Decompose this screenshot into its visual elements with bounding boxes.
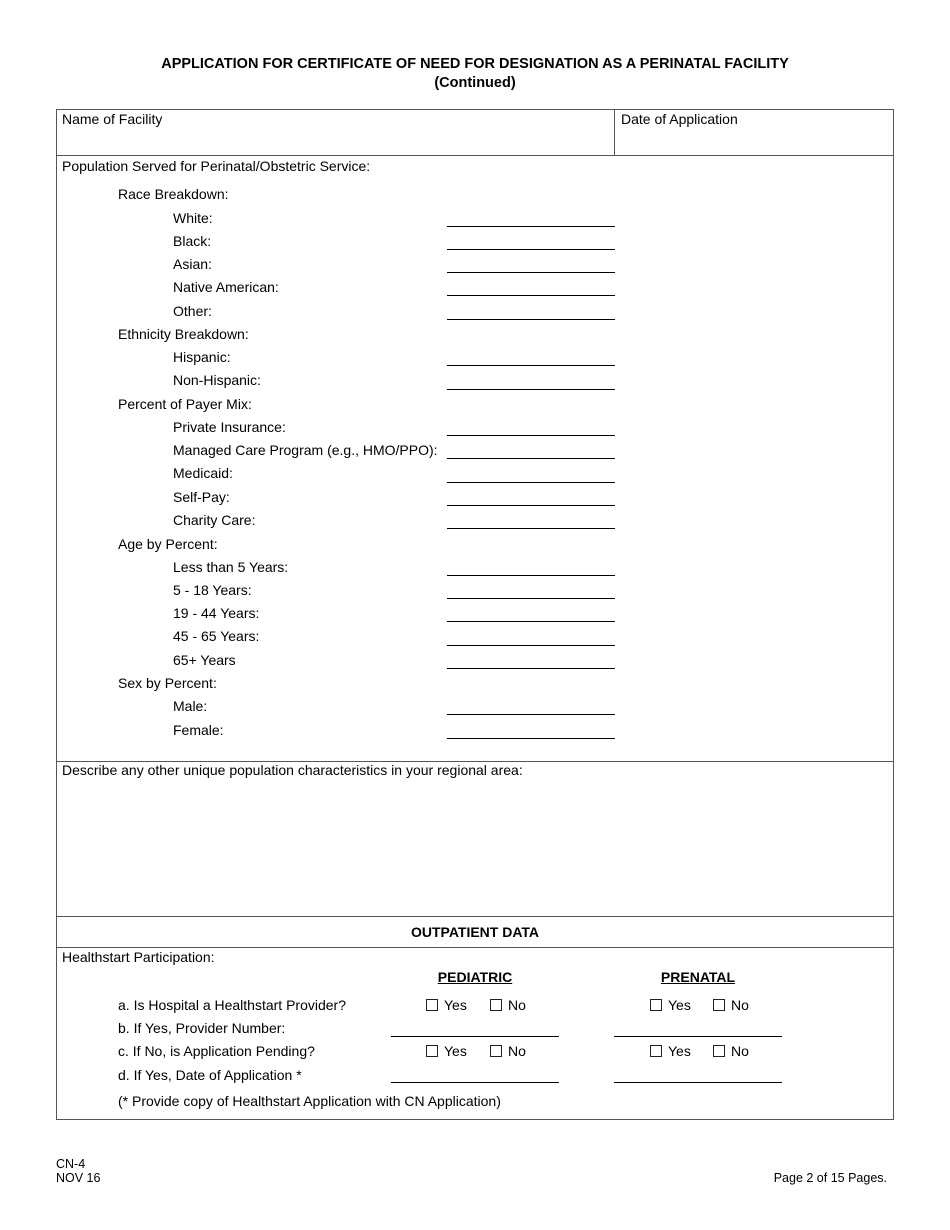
ethnicity-breakdown-label: Ethnicity Breakdown: <box>118 326 249 342</box>
question-a-label: a. Is Hospital a Healthstart Provider? <box>118 997 346 1013</box>
age-45-65-field[interactable] <box>447 645 615 646</box>
healthstart-participation-label: Healthstart Participation: <box>62 949 215 965</box>
payer-charity-care-field[interactable] <box>447 528 615 529</box>
sex-female-field[interactable] <box>447 738 615 739</box>
header-divider <box>614 109 615 156</box>
race-asian-label: Asian: <box>173 256 212 272</box>
prenatal-a-yes-label: Yes <box>668 997 691 1013</box>
pediatric-c-no-label: No <box>508 1043 526 1059</box>
pediatric-a-no-checkbox[interactable] <box>490 999 502 1011</box>
question-c-label: c. If No, is Application Pending? <box>118 1043 315 1059</box>
form-date: NOV 16 <box>56 1171 101 1185</box>
age-65-plus-label: 65+ Years <box>173 652 236 668</box>
age-65-plus-field[interactable] <box>447 668 615 669</box>
pediatric-a-yes-checkbox[interactable] <box>426 999 438 1011</box>
race-black-field[interactable] <box>447 249 615 250</box>
prenatal-application-date-field[interactable] <box>614 1082 782 1083</box>
payer-medicaid-label: Medicaid: <box>173 465 233 481</box>
describe-population-label: Describe any other unique population characteristics in your regional area: <box>62 762 523 778</box>
payer-self-pay-label: Self-Pay: <box>173 489 230 505</box>
age-45-65-label: 45 - 65 Years: <box>173 628 260 644</box>
payer-managed-care-label: Managed Care Program (e.g., HMO/PPO): <box>173 442 438 458</box>
prenatal-c-yes-label: Yes <box>668 1043 691 1059</box>
race-other-label: Other: <box>173 303 212 319</box>
form-title: APPLICATION FOR CERTIFICATE OF NEED FOR DESIGNATION AS A PERINATAL FACILITY <box>161 56 789 72</box>
date-of-application-label: Date of Application <box>621 111 738 127</box>
race-black-label: Black: <box>173 233 212 249</box>
ethnicity-non-hispanic-label: Non-Hispanic: <box>173 372 261 388</box>
race-white-field[interactable] <box>447 226 615 227</box>
form-subtitle: (Continued) <box>434 75 516 91</box>
question-d-label: d. If Yes, Date of Application * <box>118 1067 302 1083</box>
race-other-field[interactable] <box>447 319 615 320</box>
ethnicity-non-hispanic-field[interactable] <box>447 389 615 390</box>
age-19-44-field[interactable] <box>447 621 615 622</box>
pediatric-provider-number-field[interactable] <box>391 1036 559 1037</box>
sex-by-percent-label: Sex by Percent: <box>118 675 217 691</box>
pediatric-c-no-checkbox[interactable] <box>490 1045 502 1057</box>
question-b-label: b. If Yes, Provider Number: <box>118 1020 286 1036</box>
sex-male-field[interactable] <box>447 714 615 715</box>
race-asian-field[interactable] <box>447 272 615 273</box>
payer-private-insurance-label: Private Insurance: <box>173 419 286 435</box>
pediatric-column-header: PEDIATRIC <box>437 969 513 985</box>
prenatal-a-no-label: No <box>731 997 749 1013</box>
sex-male-label: Male: <box>173 698 208 714</box>
form-number: CN-4 <box>56 1157 86 1171</box>
payer-mix-label: Percent of Payer Mix: <box>118 396 252 412</box>
payer-managed-care-field[interactable] <box>447 458 615 459</box>
age-19-44-label: 19 - 44 Years: <box>173 605 260 621</box>
describe-population-field[interactable] <box>57 782 893 914</box>
race-white-label: White: <box>173 210 213 226</box>
pediatric-c-yes-checkbox[interactable] <box>426 1045 438 1057</box>
payer-medicaid-field[interactable] <box>447 482 615 483</box>
payer-private-insurance-field[interactable] <box>447 435 615 436</box>
name-of-facility-label: Name of Facility <box>62 111 163 127</box>
payer-charity-care-label: Charity Care: <box>173 512 256 528</box>
population-heading: Population Served for Perinatal/Obstetric Service: <box>62 158 371 174</box>
prenatal-c-no-checkbox[interactable] <box>713 1045 725 1057</box>
sex-female-label: Female: <box>173 722 224 738</box>
age-5-18-field[interactable] <box>447 598 615 599</box>
age-5-18-label: 5 - 18 Years: <box>173 582 252 598</box>
race-breakdown-label: Race Breakdown: <box>118 186 229 202</box>
race-native-american-label: Native American: <box>173 279 279 295</box>
pediatric-c-yes-label: Yes <box>444 1043 467 1059</box>
age-under-5-field[interactable] <box>447 575 615 576</box>
prenatal-column-header: PRENATAL <box>660 969 736 985</box>
prenatal-provider-number-field[interactable] <box>614 1036 782 1037</box>
prenatal-c-no-label: No <box>731 1043 749 1059</box>
age-by-percent-label: Age by Percent: <box>118 536 218 552</box>
divider-describe <box>56 916 894 917</box>
payer-self-pay-field[interactable] <box>447 505 615 506</box>
date-of-application-field[interactable] <box>616 128 892 154</box>
pediatric-application-date-field[interactable] <box>391 1082 559 1083</box>
race-native-american-field[interactable] <box>447 295 615 296</box>
prenatal-c-yes-checkbox[interactable] <box>650 1045 662 1057</box>
page-number: Page 2 of 15 Pages. <box>773 1171 887 1185</box>
outpatient-data-heading: OUTPATIENT DATA <box>410 924 540 940</box>
prenatal-a-yes-checkbox[interactable] <box>650 999 662 1011</box>
divider-outpatient-heading <box>56 947 894 948</box>
ethnicity-hispanic-label: Hispanic: <box>173 349 231 365</box>
divider-header <box>56 155 894 156</box>
pediatric-a-yes-label: Yes <box>444 997 467 1013</box>
pediatric-a-no-label: No <box>508 997 526 1013</box>
healthstart-note: (* Provide copy of Healthstart Application with CN Application) <box>118 1093 501 1109</box>
prenatal-a-no-checkbox[interactable] <box>713 999 725 1011</box>
name-of-facility-field[interactable] <box>57 128 613 154</box>
ethnicity-hispanic-field[interactable] <box>447 365 615 366</box>
age-under-5-label: Less than 5 Years: <box>173 559 289 575</box>
